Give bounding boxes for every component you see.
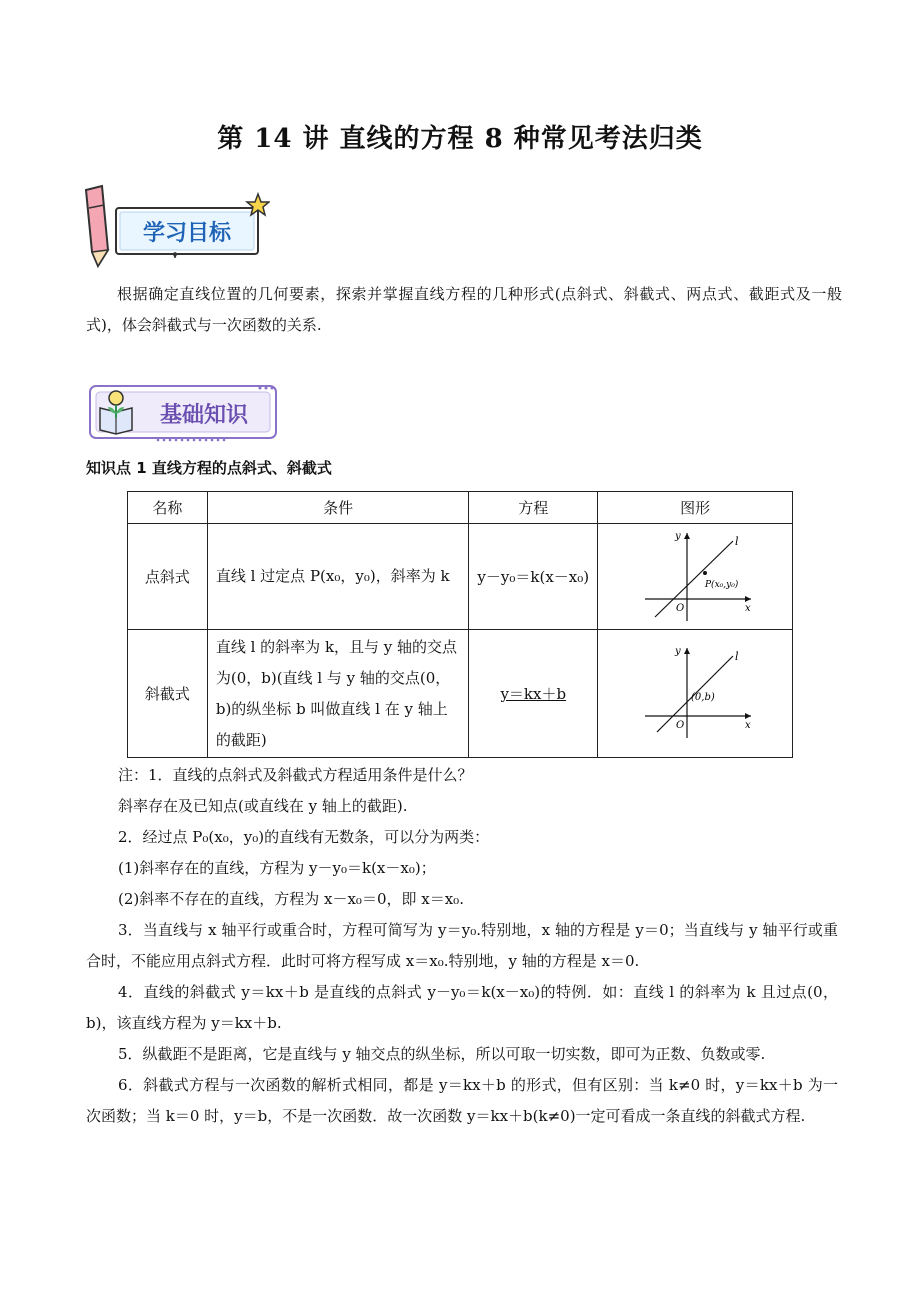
note-line: 4．直线的斜截式 y＝kx＋b 是直线的点斜式 y－y₀＝k(x－x₀)的特例．如：直线 l 的斜率为 k 且过点(0，b)，该直线方程为 y＝kx＋b. [86,983,838,1032]
table-row [128,630,793,758]
basic-knowledge-badge-label: 基础知识 [159,403,249,428]
y-axis-label: y [675,645,681,657]
line-label: l [735,534,739,548]
basic-knowledge-badge [84,380,284,446]
point-slope-graph [635,527,755,623]
note-line: (1)斜率存在的直线，方程为 y－y₀＝k(x－x₀)； [118,859,436,877]
line-label: l [735,649,739,663]
header-condition: 条件 [207,492,469,524]
note-line: 6．斜截式方程与一次函数的解析式相同，都是 y＝kx＋b 的形式，但有区别：当 k≠0 时，y＝kx＋b 为一次函数；当 k＝0 时，y＝b，不是一次函数．故一次函数 y＝kx＋b(k≠0)一定可看成一条直线的斜截式方程. [86,1076,838,1125]
note-line: 5．纵截距不是距离，它是直线与 y 轴交点的纵坐标，所以可取一切实数，即可为正数、负数或零. [118,1045,766,1063]
row-equation: y＝kx＋b [469,630,598,758]
note-line: 斜率存在及已知点(或直线在 y 轴上的截距). [118,797,408,815]
learning-goals-badge-label: 学习目标 [142,221,232,246]
row-condition: 直线 l 过定点 P(x₀，y₀)，斜率为 k [207,524,469,630]
note-line: (2)斜率不存在的直线，方程为 x－x₀＝0，即 x＝x₀. [118,890,464,908]
y-axis-label: y [675,530,681,542]
origin-label: O [676,719,685,731]
x-axis-label: x [745,719,751,731]
row-equation: y－y₀＝k(x－x₀) [469,524,598,630]
header-figure: 图形 [598,492,793,524]
note-line: 2．经过点 P₀(x₀，y₀)的直线有无数条，可以分为两类： [118,828,490,846]
header-equation: 方程 [469,492,598,524]
row-name: 斜截式 [128,630,208,758]
row-name: 点斜式 [128,524,208,630]
equation-table [127,491,793,758]
table-row [128,524,793,630]
header-name: 名称 [128,492,208,524]
row-figure [598,524,793,630]
row-condition: 直线 l 的斜率为 k，且与 y 轴的交点为(0，b)(直线 l 与 y 轴的交点(0，b)的纵坐标 b 叫做直线 l 在 y 轴上的截距) [207,630,469,758]
pencil-icon [86,186,108,266]
intercept-label: (0,b) [691,691,715,703]
x-axis-label: x [745,602,751,614]
page-title: 第 14 讲 直线的方程 8 种常见考法归类 [217,124,703,154]
table-header-row [128,492,793,524]
point-label: P(x₀,y₀) [705,579,739,590]
learning-goals-text: 根据确定直线位置的几何要素，探索并掌握直线方程的几种形式(点斜式、斜截式、两点式、截距式及一般式)，体会斜截式与一次函数的关系. [86,285,842,334]
row-figure [598,630,793,758]
origin-label: O [676,602,685,614]
note-line: 3．当直线与 x 轴平行或重合时，方程可简写为 y＝y₀.特别地，x 轴的方程是 y＝0；当直线与 y 轴平行或重合时，不能应用点斜式方程．此时可将方程写成 x＝x₀.特别地，y 轴的方程是 x＝0. [86,921,838,970]
notes-section [86,760,838,1132]
learning-goals-badge [80,180,270,270]
note-line: 注：1．直线的点斜式及斜截式方程适用条件是什么？ [118,766,473,784]
knowledge-point-heading: 知识点 1 直线方程的点斜式、斜截式 [86,459,332,477]
slope-intercept-graph [635,642,755,742]
